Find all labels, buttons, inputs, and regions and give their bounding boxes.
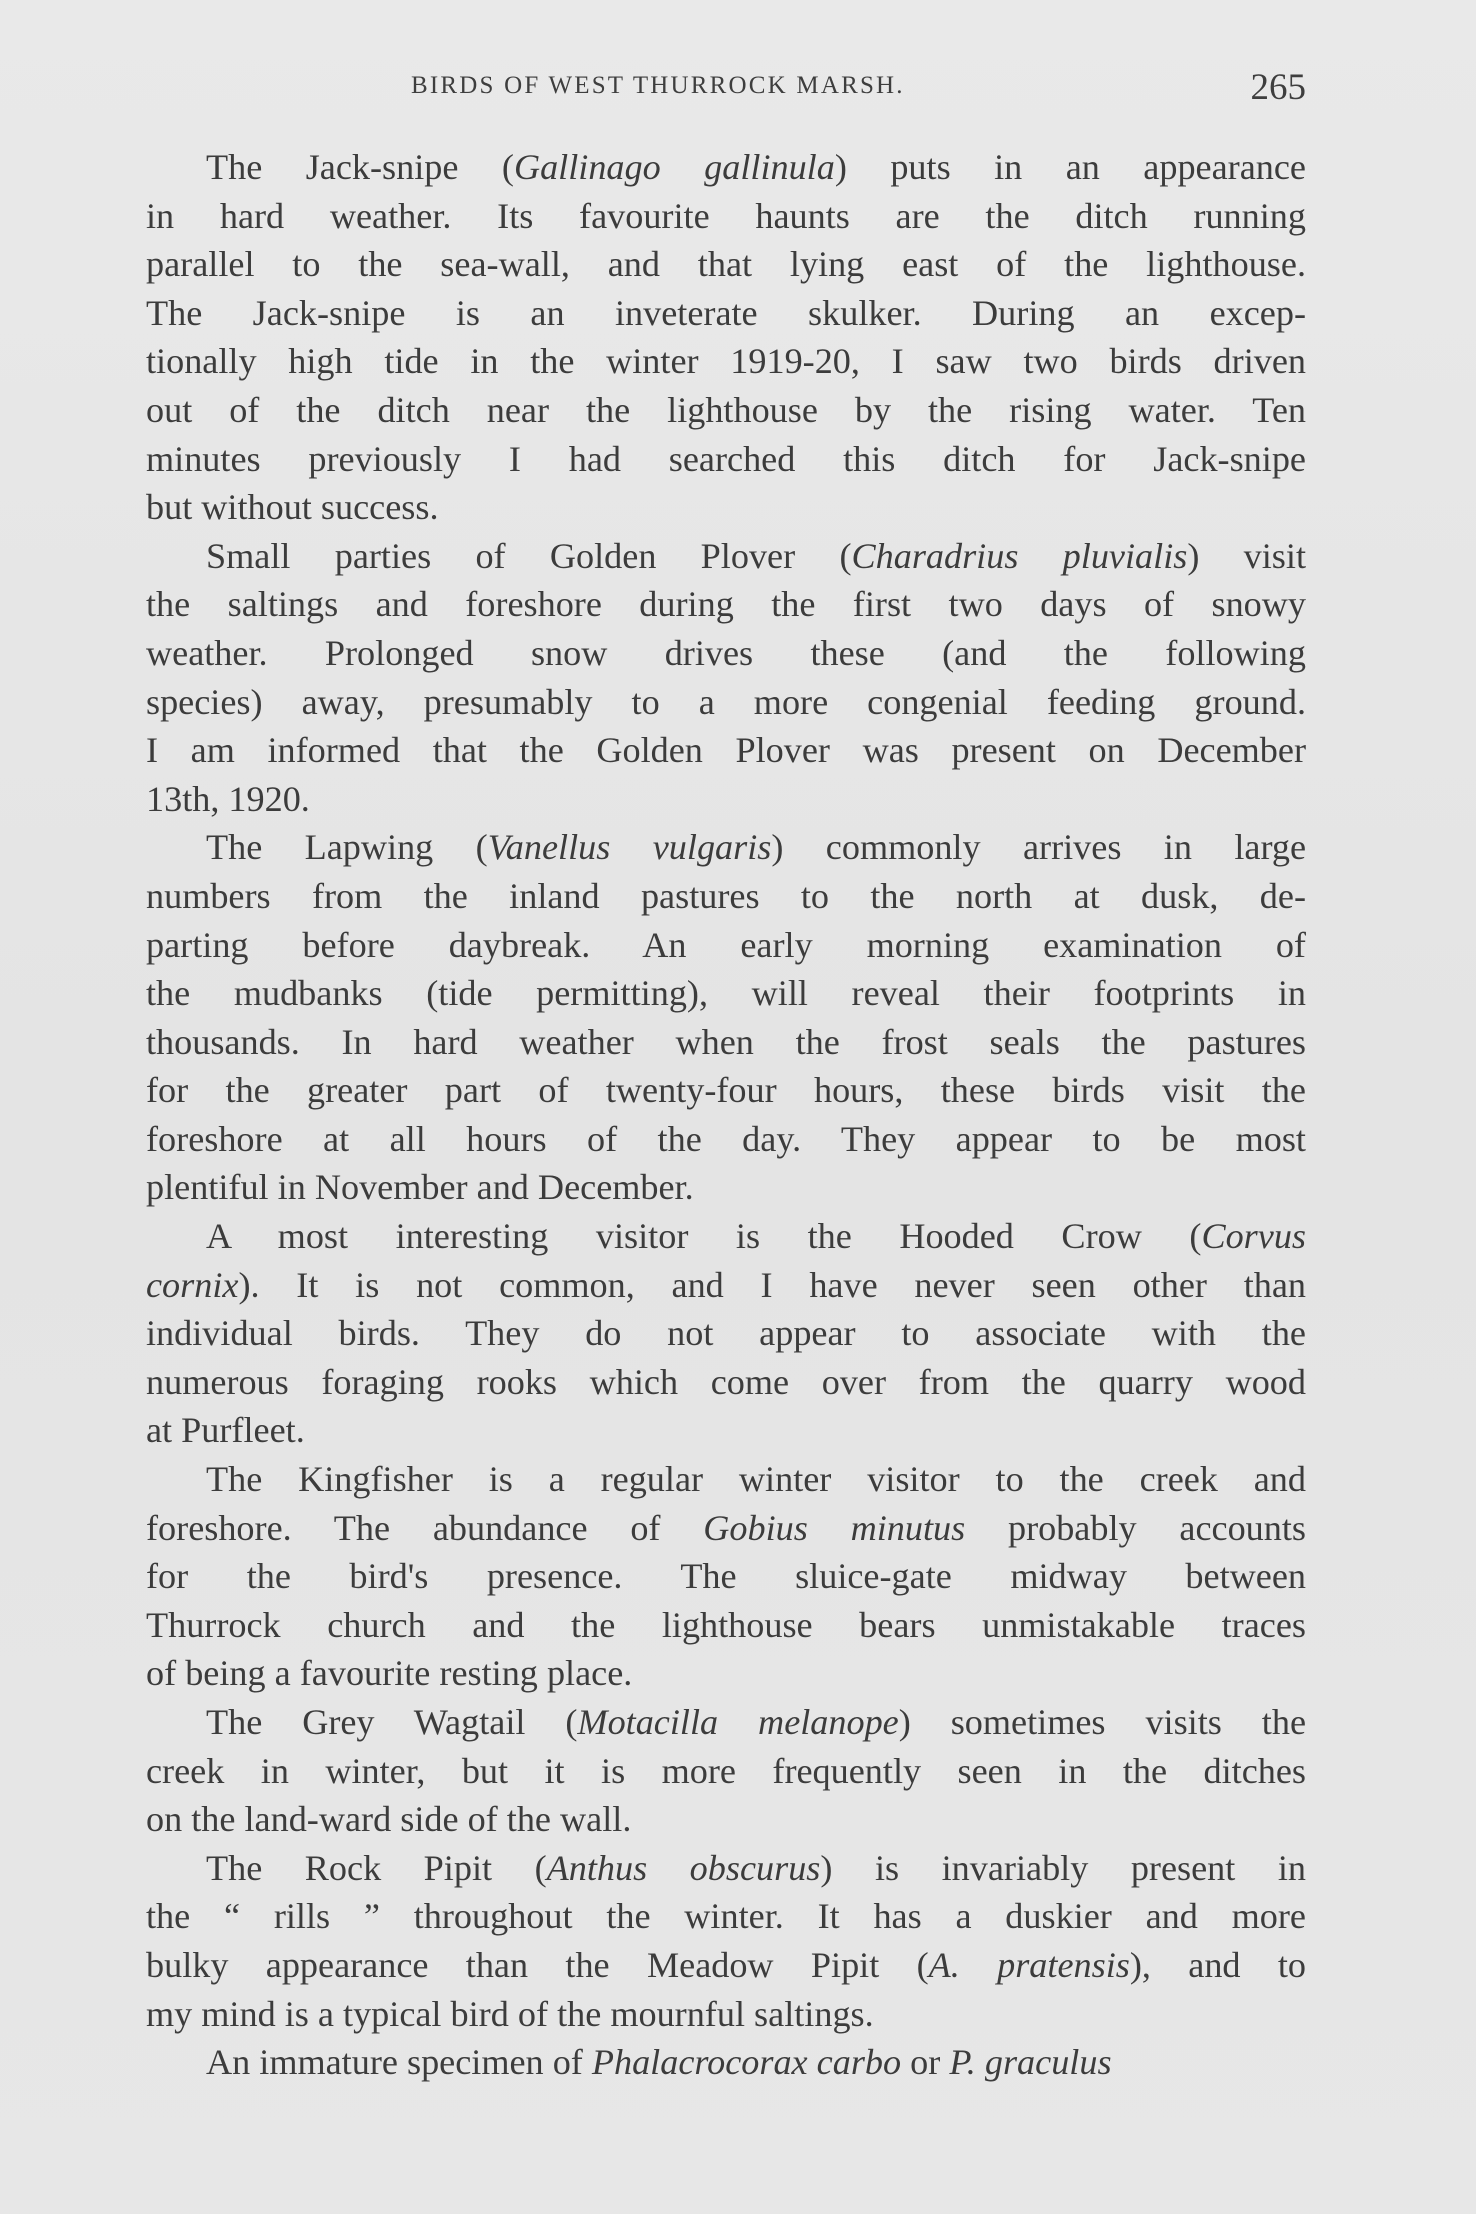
italic-run: A. pratensis xyxy=(928,1944,1130,1985)
text-line xyxy=(146,1115,1306,1164)
text-run: ) visit xyxy=(1187,535,1306,576)
text-line xyxy=(146,921,1306,970)
text-run: The Jack-snipe is an inveterate skulker. During an excep- xyxy=(146,292,1306,333)
text-line xyxy=(146,1163,1306,1212)
text-run: species) away, presumably to a more congenial feeding ground. xyxy=(146,681,1306,722)
italic-run: Gobius minutus xyxy=(703,1507,966,1548)
text-run: foreshore. The abundance of xyxy=(146,1507,704,1548)
running-header xyxy=(146,67,1306,112)
text-run: Small parties of Golden Plover ( xyxy=(206,535,852,576)
text-run: the “ rills ” throughout the winter. It has a duskier and more xyxy=(146,1896,1306,1937)
text-run: The Rock Pipit ( xyxy=(206,1847,547,1888)
text-line xyxy=(146,143,1306,192)
text-run: the saltings and foreshore during the first two days of snowy xyxy=(146,584,1306,625)
text-run: Thurrock church and the lighthouse bears unmistakable traces xyxy=(146,1604,1306,1645)
text-run: bulky appearance than the Meadow Pipit ( xyxy=(146,1944,929,1985)
text-run: at Purfleet. xyxy=(146,1410,305,1451)
text-run: ). It is not common, and I have never seen other than xyxy=(238,1264,1306,1305)
text-line xyxy=(146,1649,1306,1698)
text-run: The Lapwing ( xyxy=(206,827,488,868)
text-line xyxy=(146,629,1306,678)
text-line xyxy=(146,1747,1306,1796)
italic-run: P. graculus xyxy=(949,2042,1112,2083)
text-run: minutes previously I had searched this ditch for Jack-snipe xyxy=(146,438,1306,479)
text-line xyxy=(146,726,1306,775)
text-run: parallel to the sea-wall, and that lying east of the lighthouse. xyxy=(146,244,1306,285)
text-line xyxy=(146,1406,1306,1455)
italic-run: cornix xyxy=(146,1264,239,1305)
text-line xyxy=(146,678,1306,727)
text-line xyxy=(146,240,1306,289)
text-line xyxy=(146,1698,1306,1747)
italic-run: Charadrius pluvialis xyxy=(851,535,1188,576)
text-run: individual birds. They do not appear to associate with the xyxy=(146,1313,1306,1354)
paragraph xyxy=(146,1698,1306,1844)
paragraph xyxy=(146,143,1306,532)
text-run: A most interesting visitor is the Hooded Crow ( xyxy=(206,1216,1202,1257)
text-run: my mind is a typical bird of the mournful saltings. xyxy=(146,1993,874,2034)
paragraph xyxy=(146,823,1306,1212)
text-run: ), and to xyxy=(1129,1944,1306,1985)
paragraph xyxy=(146,1212,1306,1455)
text-run: ) is invariably present in xyxy=(820,1847,1306,1888)
text-line xyxy=(146,1066,1306,1115)
text-run: weather. Prolonged snow drives these (and the following xyxy=(146,632,1306,673)
text-line xyxy=(146,337,1306,386)
text-run: creek in winter, but it is more frequently seen in the ditches xyxy=(146,1750,1306,1791)
text-run: in hard weather. Its favourite haunts are the ditch running xyxy=(146,195,1306,236)
text-line xyxy=(146,532,1306,581)
italic-run: Phalacrocorax carbo xyxy=(591,2042,902,2083)
text-run: numbers from the inland pastures to the north at dusk, de- xyxy=(146,875,1306,916)
text-run: thousands. In hard weather when the frost seals the pastures xyxy=(146,1021,1306,1062)
paragraph xyxy=(146,1455,1306,1698)
text-run: An immature specimen of xyxy=(206,2042,592,2083)
text-line xyxy=(146,872,1306,921)
text-line xyxy=(146,2038,1306,2087)
running-title: BIRDS OF WEST THURROCK MARSH. xyxy=(411,72,905,99)
text-run: 13th, 1920. xyxy=(146,778,310,819)
italic-run: Gallinago gallinula xyxy=(513,147,835,187)
text-line xyxy=(146,1504,1306,1553)
text-run: out of the ditch near the lighthouse by the rising water. Ten xyxy=(146,389,1306,430)
text-run: I am informed that the Golden Plover was present on December xyxy=(146,730,1306,771)
text-run: for the bird's presence. The sluice-gate midway between xyxy=(146,1556,1306,1597)
italic-run: Vanellus vulgaris xyxy=(487,827,772,868)
italic-run: Corvus xyxy=(1201,1216,1306,1257)
text-line xyxy=(146,1892,1306,1941)
text-run: plentiful in November and December. xyxy=(146,1167,694,1208)
text-line xyxy=(146,1212,1306,1261)
text-line xyxy=(146,386,1306,435)
text-line xyxy=(146,1601,1306,1650)
text-run: the mudbanks (tide permitting), will reveal their footprints in xyxy=(146,973,1306,1014)
italic-run: Anthus obscurus xyxy=(546,1847,821,1888)
text-run: The Kingfisher is a regular winter visitor to the creek and xyxy=(206,1459,1306,1500)
text-line xyxy=(146,1795,1306,1844)
text-run: The Grey Wagtail ( xyxy=(206,1702,578,1742)
text-run: probably accounts xyxy=(965,1507,1306,1548)
italic-run: Motacilla melanope xyxy=(577,1702,899,1742)
text-run: ) sometimes visits the xyxy=(898,1702,1307,1742)
text-run: or xyxy=(901,2042,950,2083)
text-line xyxy=(146,580,1306,629)
text-run: foreshore at all hours of the day. They appear to be most xyxy=(146,1118,1306,1159)
body-text xyxy=(146,143,1306,2087)
text-run: parting before daybreak. An early morning examination of xyxy=(146,924,1306,965)
text-line xyxy=(146,969,1306,1018)
text-line xyxy=(146,1990,1306,2039)
text-line xyxy=(146,435,1306,484)
page-number: 265 xyxy=(1250,67,1306,108)
text-line xyxy=(146,823,1306,872)
text-line xyxy=(146,1941,1306,1990)
text-line xyxy=(146,1844,1306,1893)
text-line xyxy=(146,192,1306,241)
text-line xyxy=(146,1358,1306,1407)
text-line xyxy=(146,1309,1306,1358)
text-line xyxy=(146,775,1306,824)
text-run: for the greater part of twenty-four hours, these birds visit the xyxy=(146,1070,1306,1111)
text-run: numerous foraging rooks which come over from the quarry wood xyxy=(146,1361,1306,1402)
text-line xyxy=(146,1552,1306,1601)
paragraph xyxy=(146,2038,1306,2087)
text-line xyxy=(146,1261,1306,1310)
text-line xyxy=(146,289,1306,338)
text-run: The Jack-snipe ( xyxy=(206,147,514,187)
text-line xyxy=(146,1455,1306,1504)
text-run: tionally high tide in the winter 1919-20, I saw two birds driven xyxy=(146,341,1306,382)
text-line xyxy=(146,1018,1306,1067)
text-run: ) commonly arrives in large xyxy=(771,827,1307,868)
text-run: ) puts in an appearance xyxy=(834,147,1306,187)
paragraph xyxy=(146,532,1306,824)
text-run: but without success. xyxy=(146,487,439,528)
text-run: of being a favourite resting place. xyxy=(146,1653,633,1694)
text-run: on the land-ward side of the wall. xyxy=(146,1799,632,1840)
text-line xyxy=(146,483,1306,532)
paragraph xyxy=(146,1844,1306,2038)
